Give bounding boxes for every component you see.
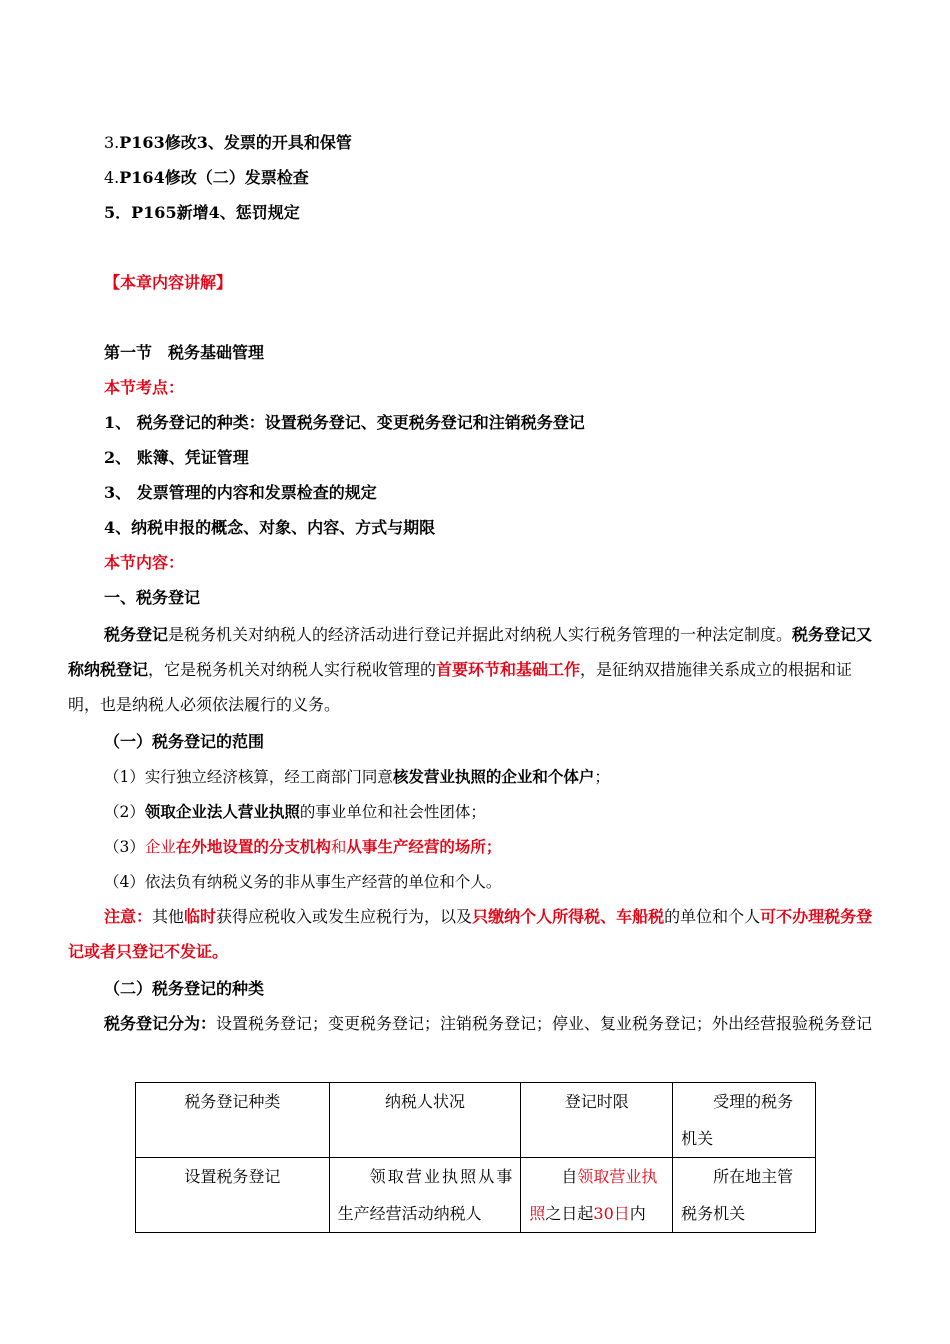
content-label: 本节内容： xyxy=(104,553,185,572)
table-cell-authority: 所在地主管税务机关 xyxy=(673,1158,816,1233)
table-cell-status: 领取营业执照从事生产经营活动纳税人 xyxy=(329,1158,521,1233)
change-item-3: 3.P163修改3、发票的开具和保管 xyxy=(104,133,352,152)
scope-item-3: （3）企业在外地设置的分支机构和从事生产经营的场所； xyxy=(104,837,502,856)
kinds-heading: （二）税务登记的种类 xyxy=(104,979,265,998)
registration-kinds-table xyxy=(135,1082,816,1233)
exam-point: 1、 税务登记的种类：设置税务登记、变更税务登记和注销税务登记 xyxy=(104,413,585,432)
table-header-row xyxy=(136,1083,816,1158)
change-item-5: 5．P165新增4、惩罚规定 xyxy=(104,203,300,222)
table-header-cell: 纳税人状况 xyxy=(329,1083,521,1158)
scope-item-1: （1）实行独立经济核算，经工商部门同意核发营业执照的企业和个体户； xyxy=(104,767,610,786)
table-header-cell: 税务登记种类 xyxy=(136,1083,330,1158)
exam-point: 2、 账簿、凭证管理 xyxy=(104,448,249,467)
section-title: 第一节 税务基础管理 xyxy=(104,343,265,362)
note-paragraph: 注意：其他临时获得应税收入或发生应税行为，以及只缴纳个人所得税、车船税的单位和个人可不办理税务登记或者只登记不发证。 xyxy=(68,907,873,961)
table-header-cell: 受理的税务机关 xyxy=(673,1083,816,1158)
exam-point: 3、 发票管理的内容和发票检查的规定 xyxy=(104,483,377,502)
scope-item-4: （4）依法负有纳税义务的非从事生产经营的单位和个人。 xyxy=(104,873,502,891)
change-item-4: 4.P164修改（二）发票检查 xyxy=(104,168,309,187)
definition-paragraph: 税务登记是税务机关对纳税人的经济活动进行登记并据此对纳税人实行税务管理的一种法定制度。税务登记又称纳税登记，它是税务机关对纳税人实行税收管理的首要环节和基础工作，是征纳双措施律关系成立的根据和证明，也是纳税人必须依法履行的义务。 xyxy=(68,625,873,714)
chapter-heading: 【本章内容讲解】 xyxy=(104,273,233,292)
subsection-title: 一、税务登记 xyxy=(104,588,201,607)
table-row xyxy=(136,1158,816,1233)
table-cell-limit: 自领取营业执照之日起30日内 xyxy=(521,1158,673,1233)
kinds-paragraph: 税务登记分为：设置税务登记；变更税务登记；注销税务登记；停业、复业税务登记；外出经营报验税务登记 xyxy=(104,1014,873,1033)
scope-heading: （一）税务登记的范围 xyxy=(104,732,265,751)
scope-item-2: （2）领取企业法人营业执照的事业单位和社会性团体； xyxy=(104,802,486,821)
table-header-cell: 登记时限 xyxy=(521,1083,673,1158)
exam-point: 4、纳税申报的概念、对象、内容、方式与期限 xyxy=(104,518,436,537)
table-cell-kind: 设置税务登记 xyxy=(136,1158,330,1233)
exam-points-label: 本节考点： xyxy=(104,378,185,397)
